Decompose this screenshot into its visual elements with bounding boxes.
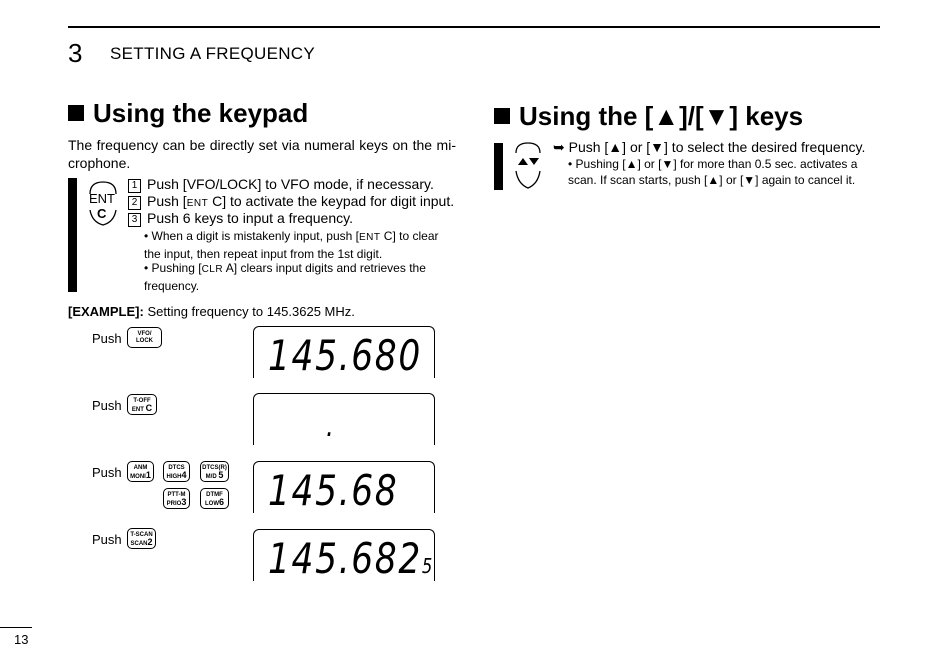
square-bullet-icon [68, 105, 84, 121]
vfo-lock-button[interactable] [127, 327, 162, 348]
key-5-button[interactable] [200, 461, 229, 482]
key-4-button[interactable] [163, 461, 190, 482]
key-2-button[interactable] [127, 528, 156, 549]
push-label: Push [92, 331, 122, 346]
arrow-keys-step: ➥ Push [▲] or [▼] to select the desired frequency. [553, 139, 866, 155]
page-number: 13 [14, 632, 29, 647]
example-text: Setting frequency to 145.3625 MHz. [147, 304, 355, 319]
button-bottom-label: LOW [204, 501, 219, 507]
button-top-label: ANM [133, 465, 148, 471]
chapter-title: SETTING A FREQUENCY [110, 44, 316, 63]
push-label: Push [92, 465, 122, 480]
step-text: Push 6 keys to input a frequency. [147, 210, 353, 226]
keypad-intro: The frequency can be directly set via numeral keys on the mi-crophone. [68, 137, 456, 171]
heading-text-pre: Using the [ [519, 101, 654, 131]
lcd-frequency [268, 534, 434, 587]
arrow-keys-section-heading [494, 101, 803, 132]
arrow-keys-bullet: • Pushing [▲] or [▼] for more than 0.5 sec. activates a scan. If scan starts, push [▲] or [▼] again to cancel it. [568, 157, 858, 187]
lcd-frequency: . [326, 409, 336, 444]
step-text-post: C] to activate the keypad for digit input. [208, 193, 455, 209]
button-bottom-label: PRIO [166, 501, 182, 507]
push-label: Push [92, 398, 122, 413]
lcd-display-2 [253, 393, 435, 445]
key-6-button[interactable] [200, 488, 229, 509]
ent-c-key-icon [86, 180, 120, 233]
section-side-bar [494, 143, 503, 190]
step-number: 2 [128, 196, 141, 210]
lcd-frequency-small-digit: 5 [421, 554, 434, 578]
key-icon-top-label: ENT [89, 191, 115, 206]
heading-text-post: ] keys [729, 101, 804, 131]
down-arrow-icon: ▼ [703, 101, 730, 131]
bullet-mistake [144, 228, 454, 262]
step-number: 3 [128, 213, 141, 227]
button-bottom-label: MONI [130, 474, 146, 480]
bullet-text-post: C] to clear the input, then repeat input from the 1st digit. [144, 229, 439, 261]
small-caps-key: CLR [201, 264, 224, 275]
button-digit: 4 [181, 470, 187, 480]
lcd-frequency-main: 145.682 [268, 534, 422, 583]
button-top-label: PTT-M [167, 492, 186, 498]
button-bottom-label: M/D [205, 474, 219, 480]
small-caps-key: ENT [186, 198, 209, 209]
bullet-text-post: A] clears input digits and retrieves the frequency. [144, 261, 426, 293]
square-bullet-icon [494, 108, 510, 124]
keypad-heading-text: Using the keypad [93, 98, 309, 128]
ent-c-button[interactable] [127, 394, 157, 415]
push-label: Push [92, 532, 122, 547]
page-number-rule [0, 627, 32, 628]
lcd-display-3 [253, 461, 435, 513]
step-1 [128, 176, 434, 193]
button-digit: 5 [218, 470, 224, 480]
button-top-label: VFO/ [137, 331, 152, 337]
button-digit: 2 [147, 537, 153, 547]
key-1-button[interactable] [127, 461, 154, 482]
key-3-button[interactable] [163, 488, 190, 509]
example-line [68, 304, 355, 319]
button-top-label: T-SCAN [130, 532, 153, 538]
step-text: Push [VFO/LOCK] to VFO mode, if necessary. [147, 176, 434, 192]
button-top-label: T-OFF [133, 398, 151, 404]
up-arrow-icon: ▲ [653, 101, 680, 131]
button-top-label: DTCS [168, 465, 185, 471]
button-digit: C [145, 403, 153, 413]
lcd-frequency: 145.68 [268, 466, 399, 515]
lcd-frequency: 145.680 [268, 331, 422, 380]
header-rule [68, 26, 880, 28]
button-top-label: DTCS(R) [202, 465, 227, 471]
button-bottom-label: LOCK [136, 338, 153, 344]
keypad-section-heading [68, 98, 308, 129]
key-icon-bottom-label: C [97, 206, 107, 221]
heading-text-mid: ]/[ [679, 101, 704, 131]
lcd-display-4 [253, 529, 435, 581]
example-label: [EXAMPLE]: [68, 304, 144, 319]
lcd-display-1 [253, 326, 435, 378]
bullet-clear [144, 260, 454, 294]
up-down-key-icon [513, 141, 543, 191]
button-digit: 6 [218, 497, 224, 507]
step-number: 1 [128, 179, 141, 193]
button-bottom-label: ENT [131, 407, 146, 413]
small-caps-key: ENT [358, 232, 381, 243]
chapter-number: 3 [68, 38, 83, 68]
button-bottom-label: SCAN [130, 541, 148, 547]
bullet-text-pre: • Pushing [ [144, 261, 202, 275]
button-top-label: DTMF [206, 492, 223, 498]
button-bottom-label: HIGH [166, 474, 182, 480]
button-digit: 3 [181, 497, 187, 507]
step-3 [128, 210, 353, 227]
bullet-text-pre: • When a digit is mistakenly input, push [ [144, 229, 359, 243]
step-text-pre: Push [ [147, 193, 187, 209]
button-digit: 1 [145, 470, 151, 480]
section-side-bar [68, 178, 77, 292]
